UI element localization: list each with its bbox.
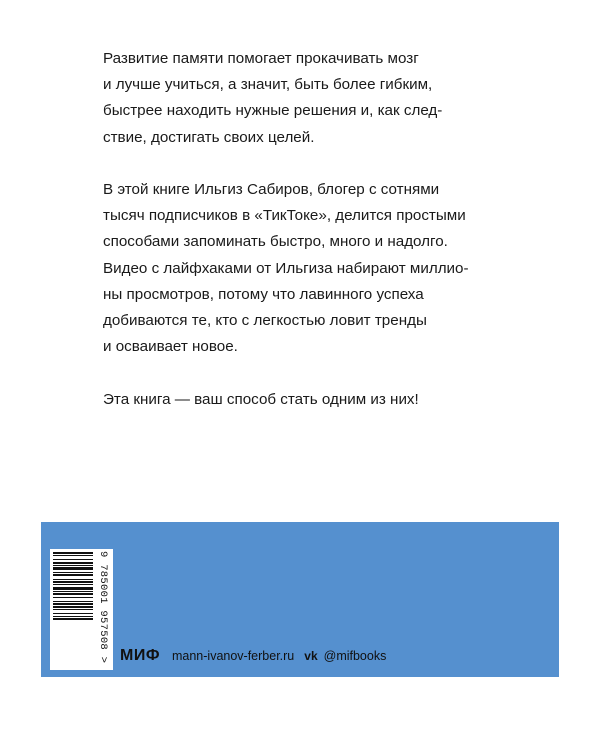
- barcode-bar: [53, 587, 93, 590]
- paragraph-1: [103, 46, 523, 151]
- text-line: быстрее находить нужные решения и, как след-: [103, 102, 443, 120]
- barcode-bar: [53, 559, 93, 560]
- barcode-bar: [53, 574, 93, 576]
- barcode-digits: 9 785001 957508 >: [97, 551, 109, 664]
- barcode-bar: [53, 616, 93, 617]
- text-line: добиваются те, кто с легкостью ловит тренды: [103, 312, 427, 330]
- social-handle[interactable]: @mifbooks: [323, 649, 387, 663]
- publisher-footer: [120, 646, 386, 666]
- barcode: [50, 549, 113, 670]
- text-line: Видео с лайфхаками от Ильгиза набирают миллио-: [103, 259, 469, 277]
- barcode-bar: [53, 593, 93, 595]
- text-line: способами запоминать быстро, много и надолго.: [103, 233, 448, 251]
- barcode-bar: [53, 609, 93, 610]
- barcode-bar: [53, 601, 93, 602]
- text-line: и лучше учиться, а значит, быть более гибким,: [103, 76, 433, 94]
- barcode-bar: [53, 613, 93, 614]
- text-line: тысяч подписчиков в «ТикТоке», делится простыми: [103, 207, 466, 225]
- description-text: [103, 46, 523, 439]
- barcode-bar: [53, 597, 93, 598]
- text-line: ны просмотров, потому что лавинного успеха: [103, 285, 424, 303]
- text-line: и осваивает новое.: [103, 338, 238, 356]
- paragraph-2: [103, 177, 523, 360]
- barcode-bar: [53, 606, 93, 608]
- barcode-bar: [53, 591, 93, 592]
- publisher-logo: МИФ: [120, 647, 160, 664]
- barcode-bars: [50, 549, 96, 670]
- barcode-bar: [53, 562, 93, 564]
- barcode-bar: [53, 565, 93, 566]
- barcode-bar: [53, 581, 93, 583]
- text-line: Развитие памяти помогает прокачивать мозг: [103, 50, 419, 67]
- text-line: В этой книге Ильгиз Сабиров, блогер с сотнями: [103, 181, 440, 198]
- barcode-bar: [53, 603, 93, 605]
- vk-icon[interactable]: vk: [304, 649, 318, 663]
- barcode-bar: [53, 618, 93, 620]
- barcode-bar: [53, 572, 93, 573]
- barcode-bar: [53, 552, 93, 554]
- website-link[interactable]: mann-ivanov-ferber.ru: [171, 649, 295, 663]
- text-line: ствие, достигать своих целей.: [103, 128, 315, 146]
- barcode-bar: [53, 584, 93, 585]
- barcode-bar: [53, 579, 93, 580]
- paragraph-3: [103, 387, 523, 413]
- barcode-bar: [53, 555, 93, 556]
- barcode-bar: [53, 567, 93, 570]
- text-line: Эта книга — ваш способ стать одним из них!: [103, 390, 419, 408]
